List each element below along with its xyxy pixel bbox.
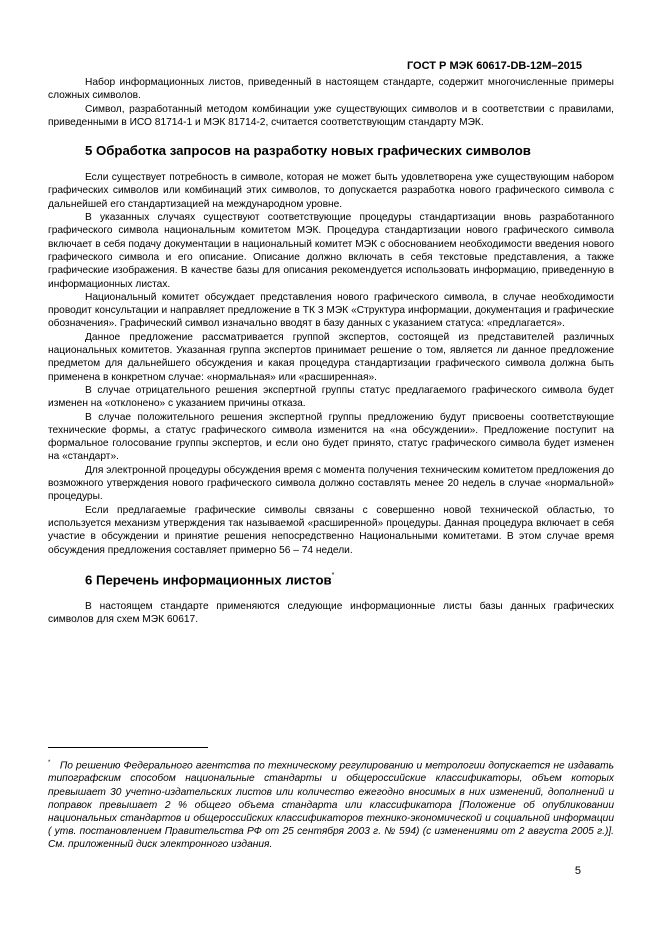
section-6-heading — [48, 570, 614, 588]
section-5-heading: 5 Обработка запросов на разработку новых графических символов — [85, 143, 531, 159]
footnote-separator — [48, 747, 208, 748]
page-body — [48, 60, 614, 627]
footnote-mark: * — [48, 760, 51, 766]
footnote — [48, 757, 614, 851]
section-5-paragraph: В случае отрицательного решения экспертной группы статус предлагаемого графического символа будет изменен на «отклонено» с указанием причины отказа. — [48, 384, 614, 410]
section-5-paragraph: Если предлагаемые графические символы связаны с совершенно новой технической областью, то используется механизм утверждения так называемой «расширенной» процедуры. Данная процедура включает в себя участие в обсуждении и принятие решения непосредственно Национальными комитетами. В этом случае время обсуждения предложения составляет примерно 56 – 74 недели. — [48, 504, 614, 556]
section-5-paragraph: Если существует потребность в символе, которая не может быть удовлетворена уже существующим набором графических символов или комбинаций этих символов, то допускается разработка нового графического символа с дальнейшей его стандартизацией на международном уровне. — [48, 172, 614, 210]
document-header: ГОСТ Р МЭК 60617-DB-12M–2015 — [406, 60, 582, 72]
section-5-paragraph: В указанных случаях существуют соответствующие процедуры стандартизации вновь разработанного графического символа национальным комитетом МЭК. Процедура стандартизации нового графического символа включает в себя подачу документации в национальный комитет МЭК с обоснованием необходимости введения нового графического символа и его описание. Описание должно включать в себя текстовые представления, а также графические изображения. В качестве базы для описания рекомендуется использовать информацию, приведенную в информационных листах. — [48, 212, 614, 290]
footnote-reference: * — [331, 571, 335, 579]
section-6-title: 6 Перечень информационных листов — [85, 572, 332, 588]
page-number: 5 — [574, 865, 581, 877]
section-5-paragraph: Данное предложение рассматривается группой экспертов, состоящей из представителей различных национальных комитетов. Указанная группа экспертов принимает решение о том, является ли данное предложение предметом для дальнейшего обсуждения и какая процедура стандартизации графического символа должна быть применена в конкретном случае: «нормальная» или «расширенная». — [48, 331, 614, 383]
footnote-text: По решению Федерального агентства по техническому регулированию и метрологии допускается не издавать типографским способом национальные стандарты и общероссийские классификаторы, объем которых превышает 30 учетно-издательских листов или количество ежегодно вносимых в них изменений, дополнений и поправок превышает 2 % общего объема стандарта или классификатора [Положение об опубликовании национальных стандартов и общероссийских классификаторов технико-экономической и социальной информации ( утв. постановлением Правительства РФ от 25 сентября 2003 г. № 594) (с изменениями от 2 августа 2005 г.)]. См. приложенный диск электронного издания. — [48, 760, 614, 850]
section-5-paragraph: В случае положительного решения экспертной группы предложению будут присвоены соответствующие технические формы, а статус графического символа изменится на «на обсуждении». Предложение поступит на формальное голосование группы экспертов, и если оно будет принято, статус графического символа будет изменен на «стандарт». — [48, 411, 614, 463]
intro-paragraph-1: Набор информационных листов, приведенный в настоящем стандарте, содержит многочисленные примеры сложных символов. — [48, 77, 614, 102]
section-5-paragraph: Национальный комитет обсуждает представления нового графического символа, в случае необходимости проводит консультации и направляет предложение в ТК 3 МЭК «Структура информации, документация и графические обозначения». Графический символ изначально вводят в базу данных с указанием статуса: «предлагается». — [48, 291, 614, 330]
section-6-paragraph: В настоящем стандарте применяются следующие информационные листы базы данных графических символов для схем МЭК 60617. — [48, 601, 614, 626]
section-5-paragraph: Для электронной процедуры обсуждения время с момента получения техническим комитетом предложения до возможного утверждения нового графического символа должно составлять менее 20 недель в случае «нормальной» процедуры. — [48, 464, 614, 503]
intro-paragraph-2: Символ, разработанный методом комбинации уже существующих символов и в соответствии с правилами, приведенными в ИСО 81714-1 и МЭК 81714-2, считается соответствующим стандарту МЭК. — [48, 103, 614, 128]
